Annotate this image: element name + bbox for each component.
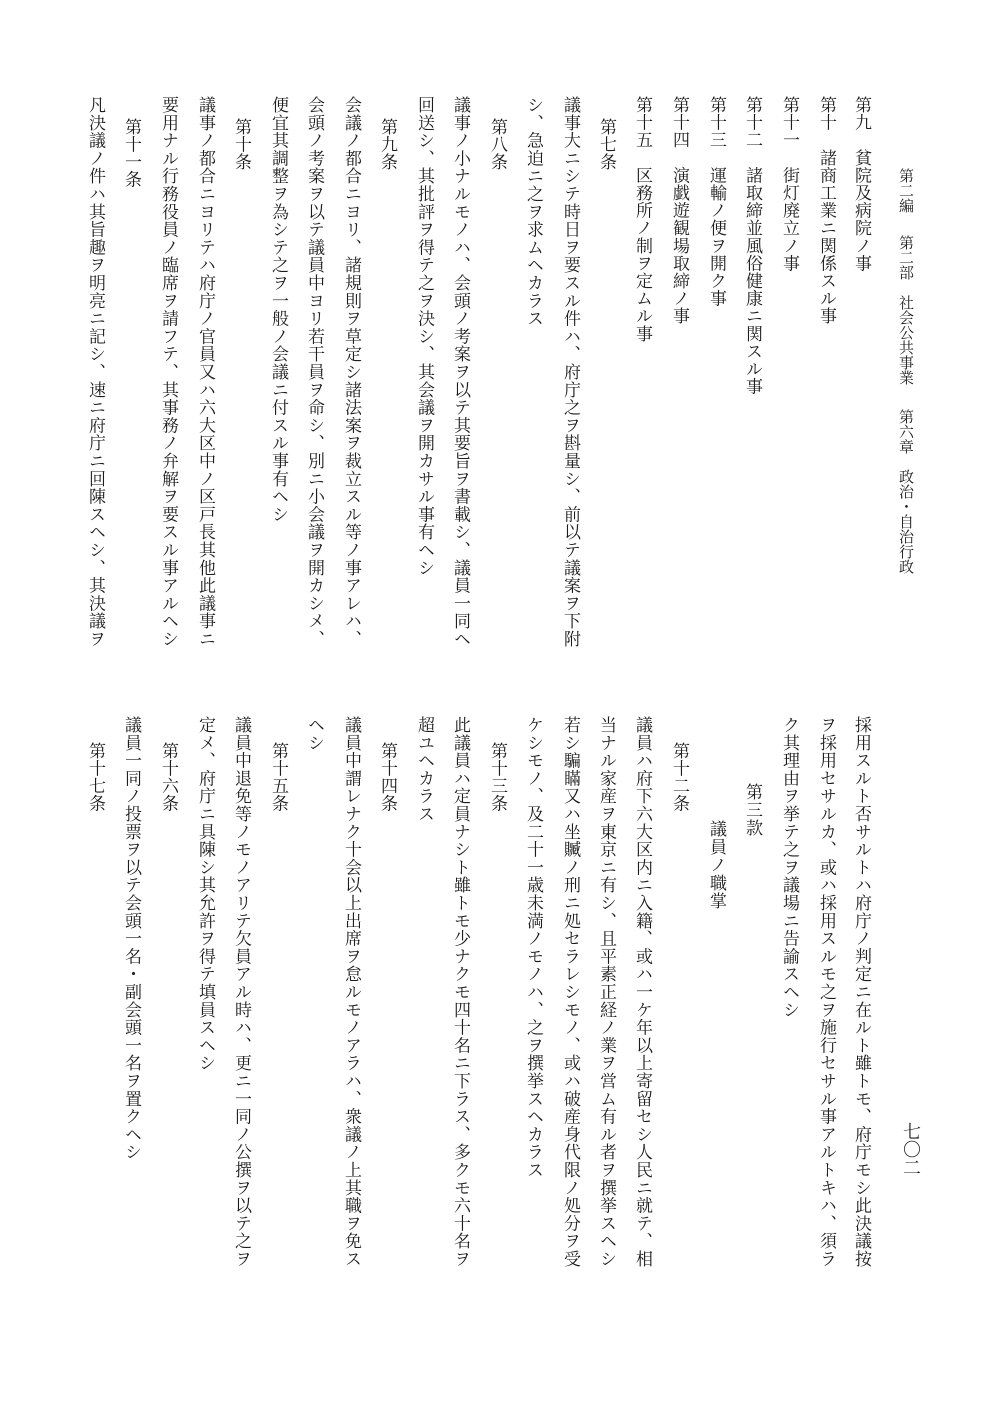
article-14-line-2: ヘシ <box>304 716 324 752</box>
article-13-title: 第十三条 <box>487 742 507 812</box>
article-13-line-1: 此議員ハ定員ナシト雖トモ少ナクモ四十名ニ下ラス、多クモ六十名ヲ <box>450 716 470 1268</box>
article-7-line-1: 議事大ニシテ時日ヲ要スル件ハ、府庁之ヲ斟量シ、前以テ議案ヲ下附 <box>560 96 580 648</box>
article-9-line-3: 便宜其調整ヲ為シテ之ヲ一般ノ会議ニ付スル事有ヘシ <box>268 96 288 524</box>
article-9-line-2: 会頭ノ考案ヲ以テ議員中ヨリ若干員ヲ命シ、別ニ小会議ヲ開カシメ、 <box>304 96 324 648</box>
article-9-line-1: 会議ノ都合ニヨリ、諸規則ヲ草定シ諸法案ヲ裁立スル等ノ事アレハ、 <box>341 96 361 648</box>
article-16-line-1: 議員一同ノ投票ヲ以テ会頭一名・副会頭一名ヲ置クヘシ <box>121 716 141 1161</box>
article-12-title: 第十二条 <box>669 742 689 812</box>
article-12-line-2: 当ナル家産ヲ東京ニ有シ、且平素正経ノ業ヲ営ム有ル者ヲ撰挙スヘシ <box>596 716 616 1268</box>
article-8-title: 第八条 <box>487 118 507 171</box>
article-16-title: 第十六条 <box>158 742 178 812</box>
article-11-cont-2: ヲ採用セサルカ、或ハ採用スルモ之ヲ施行セサル事アルトキハ、須ラ <box>816 716 836 1268</box>
article-15-line-2: 定メ、府庁ニ具陳シ其允許ヲ得テ填員スヘシ <box>195 716 215 1072</box>
header-chapter: 第六章 政治・自治行政 <box>897 409 915 574</box>
list-item-15: 第十五 区務所ノ制ヲ定ムル事 <box>632 96 652 343</box>
article-15-title: 第十五条 <box>268 742 288 812</box>
article-11-line-1: 凡決議ノ件ハ其旨趣ヲ明亮ニ記シ、速ニ府庁ニ回陳スヘシ、其決議ヲ <box>85 96 105 648</box>
article-11-cont-1: 採用スルト否サルトハ府庁ノ判定ニ在ルト雖トモ、府庁モシ此決議按 <box>851 716 871 1268</box>
article-7-title: 第七条 <box>596 118 616 171</box>
article-12-line-4: ケシモノ、及二十一歳未満ノモノハ、之ヲ撰挙スヘカラス <box>523 716 543 1179</box>
list-item-14: 第十四 演戯遊観場取締ノ事 <box>669 96 689 325</box>
article-14-line-1: 議員中謂レナク十会以上出席ヲ怠ルモノアラハ、衆議ノ上其職ヲ免ス <box>341 716 361 1268</box>
header-volume: 第二編 <box>897 168 915 213</box>
article-15-line-1: 議員中退免等ノモノアリテ欠員アル時ハ、更ニ一同ノ公撰ヲ以テ之ヲ <box>231 716 251 1268</box>
article-13-line-2: 超ユヘカラス <box>414 716 434 823</box>
running-header <box>898 168 913 574</box>
list-item-11: 第十一 街灯廃立ノ事 <box>779 96 799 272</box>
section-subtitle: 議員ノ職掌 <box>706 820 726 910</box>
article-8-line-2: 回送シ、其批評ヲ得テ之ヲ決シ、其会議ヲ開カサル事有ヘシ <box>414 96 434 577</box>
article-14-title: 第十四条 <box>377 742 397 812</box>
list-item-10: 第十 諸商工業ニ関係スル事 <box>816 96 836 325</box>
article-7-line-2: シ、急迫ニ之ヲ求ムヘカラス <box>523 96 543 328</box>
list-item-12: 第十二 諸取締並風俗健康ニ関スル事 <box>742 96 762 396</box>
article-12-line-1: 議員ハ府下六大区内ニ入籍、或ハ一ケ年以上寄留セシ人民ニ就テ、相 <box>632 716 652 1268</box>
article-10-line-2: 要用ナル行務役員ノ臨席ヲ請フテ、其事務ノ弁解ヲ要スル事アルヘシ <box>158 96 178 648</box>
article-8-line-1: 議事ノ小ナルモノハ、会頭ノ考案ヲ以テ其要旨ヲ書載シ、議員一同ヘ <box>450 96 470 648</box>
article-10-title: 第十条 <box>231 118 251 171</box>
article-12-line-3: 若シ騙瞞又ハ坐贓ノ刑ニ処セラレシモノ、或ハ破産身代限ノ処分ヲ受 <box>560 716 580 1268</box>
header-part: 第二部 社会公共事業 <box>897 235 915 385</box>
page-number: 七〇二 <box>900 1122 921 1176</box>
article-10-line-1: 議事ノ都合ニヨリテハ府庁ノ官員又ハ六大区中ノ区戸長其他此議事ニ <box>195 96 215 648</box>
article-11-title: 第十一条 <box>121 118 141 188</box>
list-item-9: 第九 貧院及病院ノ事 <box>851 96 871 272</box>
article-17-title: 第十七条 <box>85 742 105 812</box>
list-item-13: 第十三 運輸ノ便ヲ開ク事 <box>706 96 726 308</box>
article-11-cont-3: ク其理由ヲ挙テ之ヲ議場ニ告諭スヘシ <box>779 716 799 1019</box>
section-title: 第三款 <box>742 783 762 837</box>
article-9-title: 第九条 <box>377 118 397 171</box>
